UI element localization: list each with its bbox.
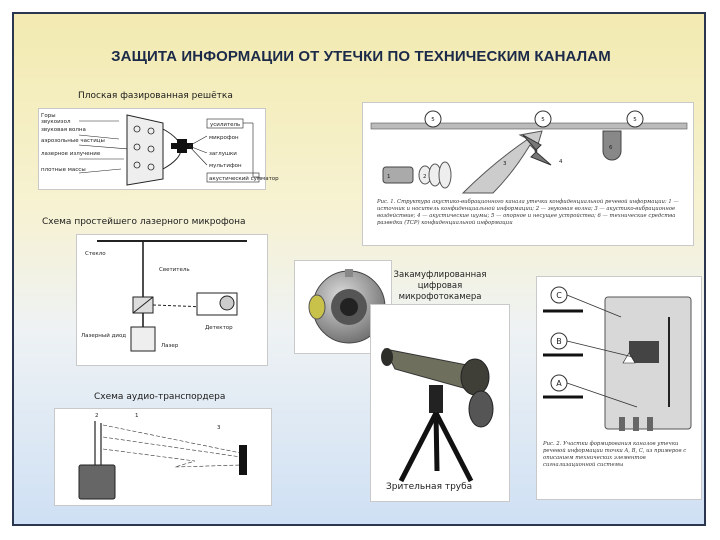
grating-label: Горы xyxy=(41,113,56,119)
slide xyxy=(12,12,706,526)
transponder-figure xyxy=(54,408,272,506)
laser-label: Лазер xyxy=(161,343,179,349)
laser-figure xyxy=(76,234,268,366)
laser-label: Лазерный диод xyxy=(81,333,127,339)
transponder-diagram xyxy=(55,409,271,505)
grating-diagram xyxy=(39,109,279,189)
caption-camera: Закамуфлированная цифровая микрофотокамера xyxy=(393,270,487,302)
laser-label: Стекло xyxy=(85,251,106,257)
fig1-number: 3 xyxy=(503,161,507,167)
grating-label: мультифон xyxy=(209,163,242,169)
grating-label: плотные массы xyxy=(41,167,86,173)
grating-left-labels xyxy=(41,113,105,173)
fig1-figure xyxy=(362,102,694,246)
grating-label: аэрозольные частицы xyxy=(41,138,105,144)
fig2-figure xyxy=(536,276,702,500)
fig1-note: Рис. 1. Структура акустико-вибрационного канала утечки конфиденциальной речевой информации: 1 — источник и носитель конфиденциальной информации; 2 — звуковая волна; 3 — акустико-вибрационное воздействие; 4 — акустические шумы; 5 — опорное и несущее устройства; 6 — технические средства разведки (ТСР) конфиденциальной информации xyxy=(377,199,679,226)
fig1-diagram xyxy=(363,103,693,199)
fig1-number: 5 xyxy=(541,117,545,123)
fig1-number: 5 xyxy=(633,117,637,123)
grating-label: лазерное излучение xyxy=(41,151,101,157)
grating-right-labels xyxy=(207,119,279,182)
fig2-diagram xyxy=(537,277,701,437)
fig1-number: 5 xyxy=(431,117,435,123)
grating-label: заглушки xyxy=(209,151,237,157)
grating-figure xyxy=(38,108,279,190)
fig1-number: 2 xyxy=(423,174,427,180)
laser-label: Светитель xyxy=(159,267,190,273)
transponder-number: 1 xyxy=(135,413,139,419)
slide-title: ЗАЩИТА ИНФОРМАЦИИ ОТ УТЕЧКИ ПО ТЕХНИЧЕСКИМ КАНАЛАМ xyxy=(111,48,611,65)
transponder-number: 2 xyxy=(95,413,99,419)
fig1-number: 6 xyxy=(609,145,613,151)
caption-transponder: Схема аудио-транспордера xyxy=(94,392,226,402)
laser-diagram xyxy=(77,235,267,365)
fig2-note: Рис. 2. Участки формирования каналов утечки речевой информации точки A, B, C, из примеров с описанием технических элементов сигнализационной системы xyxy=(543,441,687,468)
caption-laser: Схема простейшего лазерного микрофона xyxy=(42,217,246,227)
grating-label: усилитель xyxy=(210,122,241,128)
grating-label: звукоизол xyxy=(41,119,71,125)
caption-grating: Плоская фазированная решётка xyxy=(78,91,233,101)
scope-figure xyxy=(370,304,510,502)
grating-label: микрофон xyxy=(209,135,239,141)
fig1-number: 4 xyxy=(559,159,563,165)
fig2-label: B xyxy=(556,337,562,346)
transponder-number: 3 xyxy=(217,425,221,431)
fig1-number: 1 xyxy=(387,174,391,180)
fig2-label: C xyxy=(556,291,562,300)
scope-image xyxy=(371,305,509,501)
fig2-label: A xyxy=(556,379,562,388)
caption-scope: Зрительная труба xyxy=(386,482,473,492)
grating-label: акустический сумматор xyxy=(209,176,279,182)
laser-label: Детектор xyxy=(205,325,233,331)
grating-label: звуковая волна xyxy=(41,127,86,133)
